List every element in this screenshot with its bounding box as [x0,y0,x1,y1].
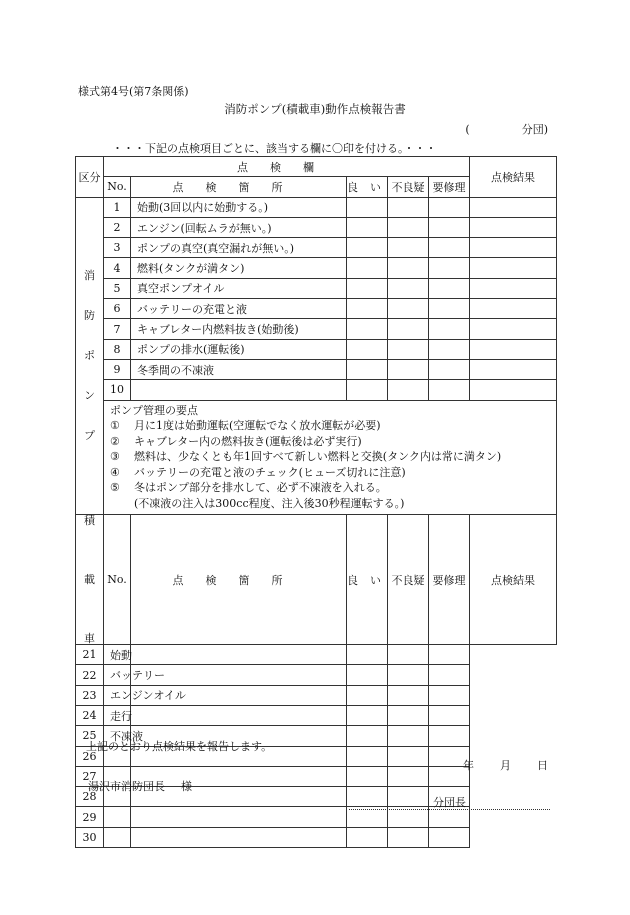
notes-row [76,400,557,515]
item-name: ポンプの真空(真空漏れが無い。) [131,238,347,258]
check-good[interactable] [347,197,388,217]
check-good[interactable] [347,359,388,379]
check-repair[interactable] [388,746,429,766]
note-number: ③ [110,450,120,464]
item-name [104,827,131,847]
table-row [76,827,557,847]
date-day: 日 [537,759,548,772]
check-repair[interactable] [429,380,470,400]
table-row [76,685,557,705]
item-number: 21 [76,645,104,665]
section-label-char: 防 [84,309,95,323]
note-number: ② [110,434,120,448]
item-number: 26 [76,746,104,766]
check-repair[interactable] [429,319,470,339]
item-number: 7 [104,319,131,339]
result-cell[interactable] [470,197,557,217]
date-field[interactable] [463,760,548,771]
check-defective[interactable] [388,339,429,359]
result-cell[interactable] [470,339,557,359]
check-defective[interactable] [347,746,388,766]
instruction-text: ・・・下記の点検項目ごとに、該当する欄に〇印を付ける。・・・ [112,142,437,155]
note-text: バッテリーの充電と液のチェック(ヒューズ切れに注意) [134,465,406,479]
result-cell[interactable] [470,258,557,278]
table-row [76,645,557,665]
section-label-char: 車 [84,632,95,646]
check-repair[interactable] [429,217,470,237]
check-defective[interactable] [347,726,388,746]
header-item: 点検箇所 [131,177,347,197]
item-name: エンジンオイル [104,685,131,705]
check-defective[interactable] [347,705,388,725]
item-number: 27 [76,766,104,786]
check-defective[interactable] [388,359,429,379]
check-repair[interactable] [388,827,429,847]
item-number: 2 [104,217,131,237]
branch-field[interactable] [465,124,548,135]
header-good: 良い [347,177,388,197]
item-name: キャブレター内燃料抜き(始動後) [131,319,347,339]
header-result: 点検結果 [470,515,557,645]
section-label-char: プ [84,429,95,443]
item-name: 不凍液 [104,726,131,746]
check-defective[interactable] [388,217,429,237]
table-row [76,319,557,339]
item-name: バッテリー [104,665,131,685]
item-name: 始動(3回以内に始動する。) [131,197,347,217]
branch-label: 分団) [521,123,548,136]
item-name [104,807,131,827]
check-repair[interactable] [388,705,429,725]
result-cell[interactable] [429,645,470,665]
item-number: 5 [104,278,131,298]
vehicle-section-label [76,515,104,645]
check-good[interactable] [347,278,388,298]
table-row [76,238,557,258]
item-number: 30 [76,827,104,847]
header-result: 点検結果 [470,157,557,198]
item-number: 28 [76,787,104,807]
check-defective[interactable] [347,645,388,665]
item-number: 10 [104,380,131,400]
note-line [110,418,552,434]
check-defective[interactable] [347,766,388,786]
item-name: 燃料(タンクが満タン) [131,258,347,278]
section-label-char: ン [84,389,95,403]
document-title: 消防ポンプ(積載車)動作点検報告書 [224,102,406,116]
date-year: 年 [463,759,474,772]
section-label-char: 積 [84,514,95,528]
check-defective[interactable] [388,238,429,258]
check-defective[interactable] [347,827,388,847]
result-cell[interactable] [429,827,470,847]
table-row [76,380,557,400]
pump-notes [104,400,557,515]
check-good[interactable] [131,827,347,847]
report-statement: 上記のとおり点検結果を報告します。 [86,740,273,753]
item-number: 3 [104,238,131,258]
result-cell[interactable] [470,278,557,298]
check-defective[interactable] [388,319,429,339]
check-defective[interactable] [388,299,429,319]
item-name: 真空ポンプオイル [131,278,347,298]
notes-title: ポンプ管理の要点 [110,403,198,417]
note-text: キャブレター内の燃料抜き(運転後は必ず実行) [134,434,362,448]
item-number: 29 [76,807,104,827]
note-line [110,480,552,496]
note-number: ① [110,419,120,433]
note-line [110,465,552,481]
check-repair[interactable] [388,645,429,665]
check-repair[interactable] [429,339,470,359]
check-repair[interactable] [388,726,429,746]
result-cell[interactable] [429,726,470,746]
section-label-char: ポ [84,349,95,363]
item-name: エンジン(回転ムラが無い。) [131,217,347,237]
check-good[interactable] [347,217,388,237]
result-cell[interactable] [470,299,557,319]
result-cell[interactable] [429,685,470,705]
table-row [76,278,557,298]
header-defective: 不良疑 [388,515,429,645]
check-repair[interactable] [388,766,429,786]
check-defective[interactable] [388,258,429,278]
header-item: 点検箇所 [131,515,347,645]
note-text: (不凍液の注入は300cc程度、注入後30秒程運転する。) [134,496,405,510]
item-name: バッテリーの充電と液 [131,299,347,319]
header-defective: 不良疑 [388,177,429,197]
item-name: ポンプの排水(運転後) [131,339,347,359]
pump-section-label [76,197,104,514]
note-number: ⑤ [110,481,120,495]
header-inspection-group: 点検欄 [104,157,470,177]
item-number: 6 [104,299,131,319]
item-number: 4 [104,258,131,278]
check-good[interactable] [131,645,347,665]
table-row [76,339,557,359]
note-line [110,496,552,512]
section-label-char: 消 [84,269,95,283]
note-line [110,449,552,465]
note-number: ④ [110,465,120,479]
note-text: 月に1度は始動運転(空運転でなく放水運転が必要) [134,419,381,433]
header-no: No. [104,515,131,645]
header-repair: 要修理 [429,515,470,645]
signature-line[interactable] [349,797,550,810]
result-cell[interactable] [470,359,557,379]
check-good[interactable] [131,705,347,725]
header-category: 区分 [76,157,104,198]
section-label-char: 載 [84,573,95,587]
table-row [76,299,557,319]
table-row [76,705,557,725]
check-defective[interactable] [388,380,429,400]
check-repair[interactable] [388,685,429,705]
table-row [76,359,557,379]
date-month: 月 [500,759,511,772]
table-row [76,258,557,278]
result-cell[interactable] [470,217,557,237]
item-number: 22 [76,665,104,685]
item-name [131,380,347,400]
header-repair: 要修理 [429,177,470,197]
result-cell[interactable] [429,665,470,685]
check-repair[interactable] [429,197,470,217]
vehicle-header-row [76,515,557,645]
check-good[interactable] [347,319,388,339]
item-number: 8 [104,339,131,359]
item-name: 始動 [104,645,131,665]
item-number: 23 [76,685,104,705]
check-defective[interactable] [388,197,429,217]
note-text: 冬はポンプ部分を排水して、必ず不凍液を入れる。 [134,481,387,495]
result-cell[interactable] [470,380,557,400]
header-good: 良い [347,515,388,645]
table-row [76,665,557,685]
result-cell[interactable] [470,319,557,339]
check-good[interactable] [347,380,388,400]
table-row [76,217,557,237]
table-row [76,197,557,217]
check-good[interactable] [347,339,388,359]
note-text: 燃料は、少なくとも年1回すべて新しい燃料と交換(タンク内は常に満タン) [134,450,502,464]
signature-label: 分団長 [433,796,466,809]
check-good[interactable] [347,299,388,319]
table-header-row [76,157,557,177]
check-repair[interactable] [429,299,470,319]
branch-open-paren: ( [465,123,470,136]
result-cell[interactable] [470,238,557,258]
check-repair[interactable] [429,278,470,298]
form-number: 様式第4号(第7条関係) [78,85,189,98]
item-number: 1 [104,197,131,217]
check-repair[interactable] [429,359,470,379]
check-good[interactable] [347,238,388,258]
item-number: 24 [76,705,104,725]
result-cell[interactable] [429,705,470,725]
check-defective[interactable] [347,665,388,685]
check-defective[interactable] [347,685,388,705]
addressee: 湯沢市消防団長 様 [88,780,192,793]
check-defective[interactable] [388,278,429,298]
check-repair[interactable] [429,258,470,278]
note-line [110,434,552,450]
header-no: No. [104,177,131,197]
item-name: 走行 [104,705,131,725]
check-good[interactable] [347,258,388,278]
check-good[interactable] [131,807,347,827]
check-repair[interactable] [388,665,429,685]
item-number: 9 [104,359,131,379]
check-repair[interactable] [429,238,470,258]
item-number: 25 [76,726,104,746]
item-name: 冬季間の不凍液 [131,359,347,379]
